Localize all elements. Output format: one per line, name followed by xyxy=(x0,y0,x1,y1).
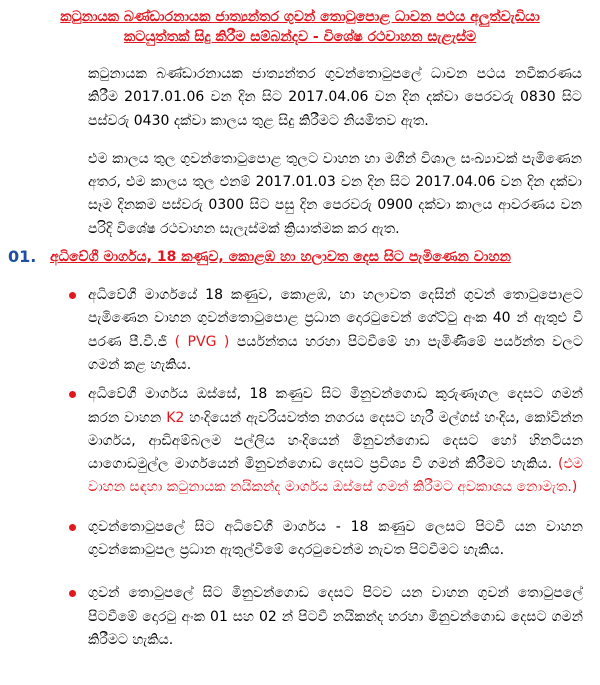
bullet-icon xyxy=(69,292,76,299)
bullet-text: අධිවේගී මාර්ගය ඔස්සේ, 18 කණුව සිට මිනුවන්ගොඩ කුරුණෑගල දෙසට ගමන් කරන වාහන xyxy=(88,386,583,426)
section-header xyxy=(0,245,600,269)
bullet-text: ගුවන්තොටුපලේ සිට අධිවේගී මාර්ගය - 18 කණුව ලෙසට පිටවී යන වාහන ගුවන්කොටුපල ප්‍රධාන ඇතුල්වීමේ දොරටුවෙන්ම නැවත පිටවීමට හැකිය. xyxy=(88,518,583,559)
intro-paragraph-1: කටුනායක බණ්ඩාරනායක ජාත්‍යන්තර ගුවන්තොටුපලේ ධාවන පථය නවීකරණය කිරීම 2017.01.06 වන දින සිට 2017.04.06 වන දින දක්වා පෙරවරු 0830 සිට පස්වරු 0430 දක්වා කාලය තුළ සිදු කිරීමට නියමිතව ඇත. xyxy=(88,66,582,129)
bullet-text: හංදියෙන් ඇවරියවත්ත නගරය දෙසට හැරී මල්ගස් හංදිය, කෝවින්න මාර්ගය, ආඩිඅම්බලම පල්ලිය හංදියෙන් මිනුවන්ගොඩ දෙසට හෝ හිනටියන යාගොඩමුල්ල මාර්ගයෙන් මිනුවන්ගොඩ දෙසට ප්‍රවිශ්‍ය වී ගමන් කිරීමට හැකිය. xyxy=(88,409,583,473)
restriction-note: (එම වාහන සඳහා කටුනායක නයිකන්ද මාර්ගය ඔස්සේ ගමන් කිරීමට අවකාශය නොමැත.) xyxy=(88,456,583,496)
document-title xyxy=(10,7,590,47)
pvg-highlight: ( PVG ) xyxy=(174,333,230,350)
list-item xyxy=(88,582,583,652)
section-number: 01. xyxy=(8,247,37,267)
section-bullet-list xyxy=(0,284,600,652)
bullet-text: අධිවේගී මාර්ගයේ 18 කණුව, කොළඹ, හා හලාවත දෙසින් ගුවන් තොටුපොළට පැමිණෙන වාහන ගුවන්තොටුපොළ ප්‍රධාන දොරටුවෙන් ගේට්ටු අංක 40 න් ඇතුළු වී පරණ පී.වී.ජී xyxy=(88,287,583,350)
list-item xyxy=(88,383,583,499)
intro-paragraph-2: එම කාලය තුල ගුවන්තොටුපොළ තුලට වාහන හා මගීන් විශාල සංඛ්‍යාවක් පැමිණෙන අතර, එම කාලය තුල එනම් 2017.01.03 වන දින සිට 2017.04.06 වන දින දක්වා සෑම දිනකම පස්වරු 0300 සිට පසු දින පෙරවරු 0900 දක්වා කාලය ආවරණය වන පරිදි විශේෂ රථවාහන සැලැස්මක් ක්‍රියාත්මක කර ඇත. xyxy=(88,150,582,237)
bullet-text: පර්යන්තය හරහා පිටවීමේ හා පැමිණීමේ පර්යන්ත වලට ගමන් කළ හැකිය. xyxy=(88,333,583,373)
title-line-1: කටුනායක බණ්ඩාරනායක ජාත්‍යන්තර ගුවන් තොටුපොළ ධාවන පථය අලුත්වැඩියා xyxy=(60,9,540,25)
bullet-text: ගුවන් තොටුපලේ සිට මිනුවන්ගොඩ දෙසට පිටව යන වාහන ගුවන් තොටුපලේ පිටවීමේ දොරටු අංක 01 සහ 02 න් පිටවී නයිකන්ද හරහා මිනුවන්ගොඩ දෙසට ගමන් කිරීමට හැකිය. xyxy=(88,585,583,648)
k2-highlight: K2 xyxy=(166,409,185,426)
section-heading: අධිවේගී මාර්ගය, 18 කණුව, කොළඹ හා හලාවත දෙස සිට පැමිණෙන වාහන xyxy=(50,249,511,266)
bullet-icon xyxy=(69,524,76,531)
list-item xyxy=(88,284,583,377)
bullet-icon xyxy=(69,391,76,398)
bullet-icon xyxy=(69,590,76,597)
list-item xyxy=(88,516,583,563)
title-line-2: කටයුත්තක් සිදු කිරීම සම්බන්දව - විශේෂ රථවාහන සැළැස්ම xyxy=(123,29,477,45)
